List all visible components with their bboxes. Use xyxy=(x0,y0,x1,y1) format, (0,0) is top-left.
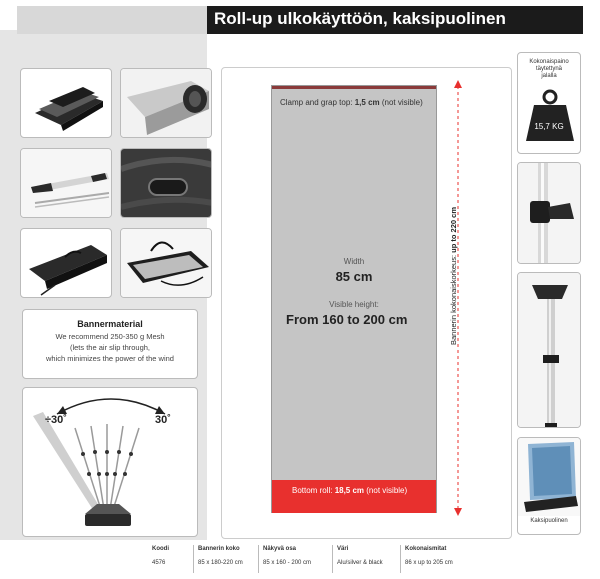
pole-parts-illustration xyxy=(21,149,112,218)
total-height-value: up to 220 cm xyxy=(449,207,458,253)
weight-icon xyxy=(518,53,581,154)
clamp-suffix: (not visible) xyxy=(379,98,423,107)
width-value: 85 cm xyxy=(335,269,373,284)
photo-base-detail xyxy=(120,68,212,138)
clamp-prefix: Clamp and grap top: xyxy=(280,98,355,107)
banner-material-line: (lets the air slip through, xyxy=(69,343,151,352)
spec-value: Alu/silver & black xyxy=(337,560,383,566)
spec-label: Bannerin koko xyxy=(198,546,240,552)
photo-carry-bag xyxy=(20,228,112,298)
photo-clamp xyxy=(517,162,581,264)
spec-value: 85 x 180-220 cm xyxy=(198,560,243,566)
banner-material-box xyxy=(22,309,198,379)
base-closed-illustration xyxy=(21,69,112,138)
banner-material-line: We recommend 250-350 g Mesh xyxy=(55,332,165,341)
weight-caption-line: Kokonaispaino xyxy=(529,59,569,65)
spec-color xyxy=(332,545,396,573)
spec-label: Väri xyxy=(337,546,349,552)
banner-diagram xyxy=(271,85,437,513)
weight-box xyxy=(517,52,581,154)
pole-illustration xyxy=(518,273,581,428)
visible-height-label: Visible height: xyxy=(329,300,379,309)
tilt-angle-box xyxy=(22,387,198,537)
page-title: Roll-up ulkokäyttöön, kaksipuolinen xyxy=(214,9,506,28)
spec-banner-size xyxy=(193,545,255,573)
spec-value: 4576 xyxy=(152,560,166,566)
spec-value: 85 x 160 - 200 cm xyxy=(263,560,312,566)
spec-total-size xyxy=(400,545,470,573)
bottom-roll-info xyxy=(292,486,432,496)
handle-detail-illustration xyxy=(121,149,212,218)
bottom-prefix: Bottom roll: xyxy=(292,486,335,495)
tilt-angle-illustration xyxy=(23,388,198,537)
carry-bag-illustration xyxy=(21,229,112,298)
width-label: Width xyxy=(343,257,365,266)
weight-caption-line: täytettynä xyxy=(535,66,562,72)
photo-base-closed xyxy=(20,68,112,138)
photo-pole xyxy=(517,272,581,428)
clamp-value: 1,5 cm xyxy=(354,98,380,107)
angle-left-label: ÷30˚ xyxy=(45,414,67,426)
open-bag-illustration xyxy=(121,229,212,298)
bottom-roll-area xyxy=(272,480,436,513)
visible-height-value: From 160 to 200 cm xyxy=(286,312,408,327)
double-sided-caption: Kaksipuolinen xyxy=(530,518,568,524)
spec-code xyxy=(152,545,192,573)
bottom-value: 18,5 cm xyxy=(334,486,365,495)
spec-value: 86 x up to 205 cm xyxy=(405,560,453,566)
photo-open-bag xyxy=(120,228,212,298)
bottom-suffix: (not visible) xyxy=(364,486,408,495)
total-height-label xyxy=(449,205,458,345)
photo-handle-detail xyxy=(120,148,212,218)
spec-label: Näkyvä osa xyxy=(263,546,297,552)
spec-label: Koodi xyxy=(152,546,169,552)
photo-pole-parts xyxy=(20,148,112,218)
header-light-section xyxy=(17,6,207,34)
weight-value: 15,7 KG xyxy=(534,122,564,131)
banner-material-title: Bannermaterial xyxy=(77,319,143,329)
total-height-prefix: Bannerin kokonaiskorkeus: xyxy=(449,252,458,345)
spec-label: Kokonaismitat xyxy=(405,546,447,552)
double-sided-illustration xyxy=(518,438,581,516)
banner-top-line xyxy=(272,86,436,89)
angle-right-label: 30˚ xyxy=(155,414,171,426)
spec-row xyxy=(0,545,600,573)
weight-caption-line: jalalla xyxy=(541,73,557,79)
base-detail-illustration xyxy=(121,69,212,138)
clamp-illustration xyxy=(518,163,581,264)
spec-visible-part xyxy=(258,545,330,573)
double-sided-box xyxy=(517,437,581,535)
banner-material-line: which minimizes the power of the wind xyxy=(46,354,174,363)
clamp-info xyxy=(280,98,430,108)
